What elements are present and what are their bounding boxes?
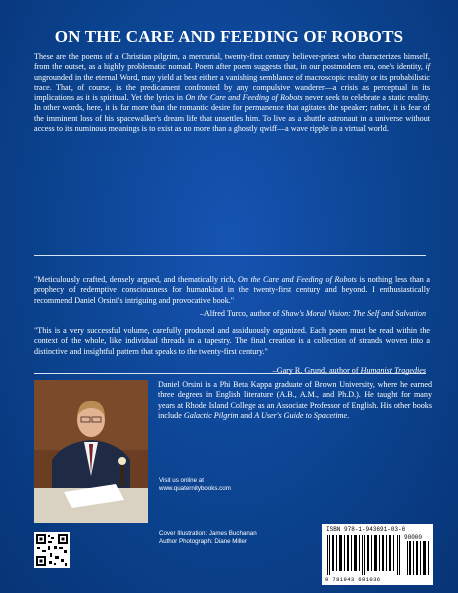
book-title: ON THE CARE AND FEEDING OF ROBOTS <box>54 27 404 46</box>
author-bio <box>158 380 432 421</box>
quote1-part-b: is nothing less than a prophecy of redemptive consciousness for humankind in the twenty-first century and beyond. I enthusiastically recommend Daniel Orsini's intriguing and provocative book." <box>34 275 431 305</box>
description-paragraph <box>34 52 430 134</box>
visit-line-1: Visit us online at <box>159 477 204 484</box>
credit-illustration: Cover Illustration: James Buchanan <box>159 530 257 537</box>
qr-code-pattern <box>34 532 70 568</box>
bio-end: . <box>347 410 350 420</box>
author-portrait-illustration <box>34 380 148 523</box>
quote1-book-title: On the Care and Feeding of Robots <box>237 275 357 284</box>
bio-part-a: Daniel Orsini is a Phi Beta Kappa graduate of Brown University, where he earned three degrees in English literature (A.B., A.M., and Ph.D.). He taught for many years at Rhode Island College as an Associate Professor of English. His other books include <box>158 380 432 420</box>
divider-bottom <box>34 373 426 374</box>
review-quote-grund <box>34 326 430 357</box>
ean-barcode-bars <box>326 535 402 575</box>
attr2-work: Humanist Tragedies <box>360 366 426 375</box>
author-photo <box>34 380 148 523</box>
bio-book-2: A User's Guide to Spacetime <box>254 410 348 420</box>
quote1-part-a: "Meticulously crafted, densely argued, and thematically rich, <box>34 275 238 284</box>
divider-top <box>34 255 426 256</box>
attr1-work: Shaw's Moral Vision: The Self and Salvation <box>281 309 426 318</box>
addon-barcode-bars <box>406 541 430 575</box>
attr2-prefix: –Gary R. Grund, author of <box>272 366 361 375</box>
bio-book-1: Galactic Pilgrim <box>183 410 239 420</box>
isbn-label: ISBN 978-1-943691-03-6 <box>326 526 406 533</box>
cover-credits <box>159 530 257 545</box>
isbn-barcode <box>322 524 433 585</box>
price-code: 90000 <box>404 534 423 541</box>
bio-and: and <box>238 410 255 420</box>
blurb-part-3: never seek to celebrate a static reality. In other words, here, it is far more than the romantic desire for permanence that agitates the speaker; rather, it is fear of the imminent loss of his spacewalker's dream life that unsettles him. To live as a shuttle astronaut in a universe without access to its numinous meanings is to exist as no more than a ghostly qwiff—a wave ripple in a virtual world. <box>34 93 430 134</box>
barcode-digits: 9 781943 691036 <box>325 576 381 583</box>
qr-code-icon[interactable] <box>34 532 70 568</box>
blurb-part-1: These are the poems of a Christian pilgrim, a mercurial, twenty-first century believer-priest who characterizes himself, from the outset, as a highly problematic nomad. Poem after poem suggests that, in our postmodern era, one's identity, <box>34 52 430 72</box>
blurb-if: if <box>425 62 430 72</box>
review-attribution-turco <box>200 309 426 318</box>
review-quote-turco <box>34 275 430 306</box>
quote2-text: "This is a very successful volume, carefully produced and assiduously organized. Each poem must be read within the context of the whole, like individual threads in a tapestry. The final creation is a collection of strands woven into a distinctive and insightful pattern that speaks to the twenty-first century." <box>34 326 430 356</box>
credit-photograph: Author Photograph: Diane Miller <box>159 537 248 545</box>
publisher-visit <box>159 477 231 492</box>
blurb-book-title: On the Care and Feeding of Robots <box>185 93 303 103</box>
blurb-part-2: ungrounded in the eternal Word, may yield at best either a vanishing semblance of macroscopic reality or its probabilistic trace. That, of course, is the predicament confronted by any compulsive wanderer—a crisis as perceptual in its implications as it is spiritual. Yet the lyrics in <box>34 72 430 103</box>
attr1-prefix: –Alfred Turco, author of <box>199 309 282 318</box>
publisher-url[interactable]: www.quaternitybooks.com <box>159 484 231 492</box>
